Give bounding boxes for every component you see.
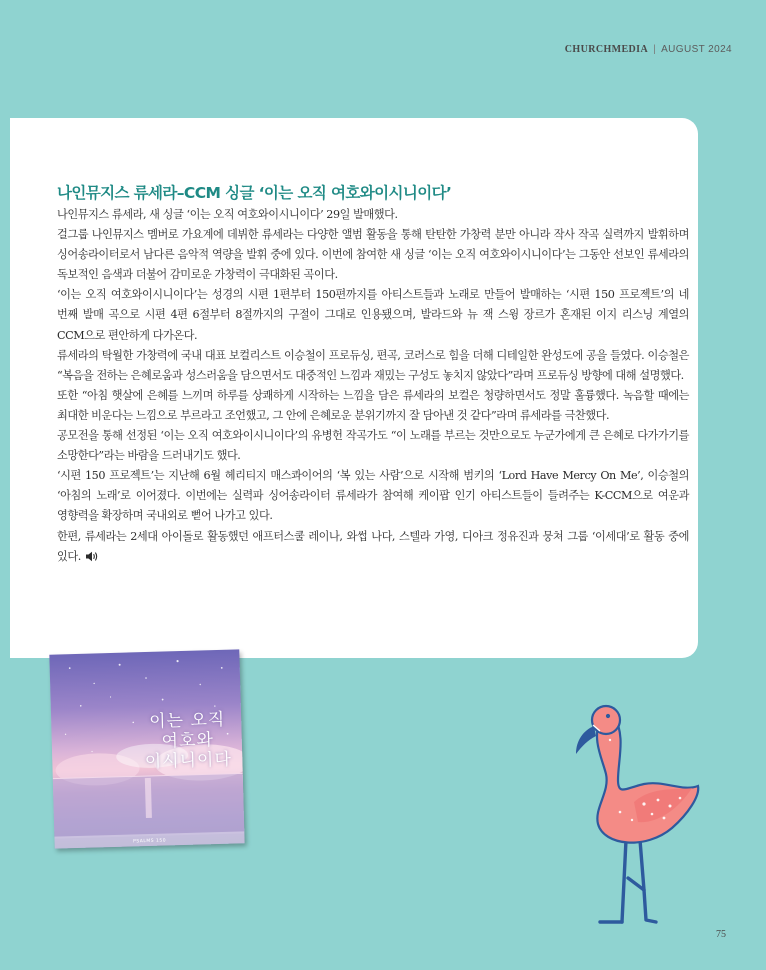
flamingo-illustration — [560, 700, 710, 940]
album-cover — [49, 649, 244, 848]
article-body — [57, 205, 689, 569]
article-paragraph: 또한 “아침 햇살에 은혜를 느끼며 하루를 상쾌하게 시작하는 느낌을 담은 류세라의 보컬은 청량하면서도 정말 훌륭했다. 녹음할 때에는 최대한 비운다는 느낌으로 부르라고 조언했고, 그 안에 은혜로운 분위기까지 잘 담아낸 것 같다”라며 류세라를 극찬했다. — [57, 388, 689, 422]
magazine-name: CHURCHMEDIA — [564, 44, 649, 55]
flamingo-beak — [576, 726, 596, 754]
article-headline: 나인뮤지스 류세라–CCM 싱글 ‘이는 오직 여호와이시니이다’ — [57, 184, 452, 202]
header-separator: | — [653, 44, 657, 55]
issue-date: AUGUST 2024 — [661, 44, 732, 55]
article-paragraph: 나인뮤지스 류세라, 새 싱글 ‘이는 오직 여호와이시니이다’ 29일 발매했다. — [57, 208, 398, 221]
album-title-line: 여호와 — [161, 730, 215, 752]
flamingo-legs — [600, 840, 656, 922]
article-paragraph: 류세라의 탁월한 가창력에 국내 대표 보컬리스트 이승철이 프로듀싱, 편곡, 코러스로 힘을 더해 디테일한 완성도에 공을 들였다. 이승철은 “복음을 전하는 은혜로움과 성스러움을 담으면서도 대중적인 느낌과 재밌는 구성도 놓치지 않았다”라며 프로듀싱 방향에 대해 설명했다. — [57, 348, 689, 382]
album-title — [137, 709, 239, 772]
article-paragraph: 한편, 류세라는 2세대 아이돌로 활동했던 애프터스쿨 레이나, 와썹 나다, 스텔라 가영, 디아크 정유진과 뭉쳐 그룹 ‘이세대’로 활동 중에 있다. — [57, 529, 689, 563]
flamingo-eye — [606, 714, 610, 718]
article-paragraph-last — [57, 527, 689, 569]
article-paragraph: ‘이는 오직 여호와이시니이다’는 성경의 시편 1편부터 150편까지를 아티스트들과 노래로 만들어 발매하는 ‘시편 150 프로젝트’의 네 번째 발매 곡으로 시편 4편 6절부터 8절까지의 구절이 그대로 인용됐으며, 발라드와 뉴 잭 스윙 장르가 혼재된 이지 리스닝 계열의 CCM으로 편안하게 다가온다. — [57, 288, 689, 342]
album-title-line: 이는 오직 — [148, 709, 226, 732]
album-label: PSALMS 150 — [133, 838, 167, 845]
page-number: 75 — [716, 929, 726, 940]
running-header — [565, 44, 732, 55]
article-paragraph: ‘시편 150 프로젝트’는 지난해 6월 헤리티지 매스콰이어의 ‘복 있는 사람’으로 시작해 범키의 ‘Lord Have Mercy On Me’, 이승철의 ‘아침의 노래’로 이어졌다. 이번에는 실력파 싱어송라이터 류세라가 참여해 케이팝 인기 아티스트들이 들려주는 K-CCM으로 여운과 영향력을 확장하며 국내외로 뻗어 나가고 있다. — [57, 469, 689, 523]
album-title-line: 이시니이다 — [144, 749, 233, 773]
flamingo-body — [597, 716, 698, 843]
speaker-icon — [85, 549, 98, 569]
flamingo-head — [592, 706, 620, 734]
article-paragraph: 걸그룹 나인뮤지스 멤버로 가요계에 데뷔한 류세라는 다양한 앨범 활동을 통해 탄탄한 가창력 분만 아니라 작사 작곡 실력까지 발휘하며 싱어송라이터로서 남다른 음악적 역량을 발휘 중에 있다. 이번에 참여한 새 싱글 ‘이는 오직 여호와이시니이다’는 그동안 선보인 류세라의 독보적인 음색과 더불어 감미로운 가창력이 극대화된 곡이다. — [57, 228, 689, 282]
article-paragraph: 공모전을 통해 선정된 ‘이는 오직 여호와이시니이다’의 유병헌 작곡가도 “이 노래를 부르는 것만으로도 누군가에게 큰 은혜로 다가가기를 소망한다”라는 바람을 드러내기도 했다. — [57, 429, 689, 463]
